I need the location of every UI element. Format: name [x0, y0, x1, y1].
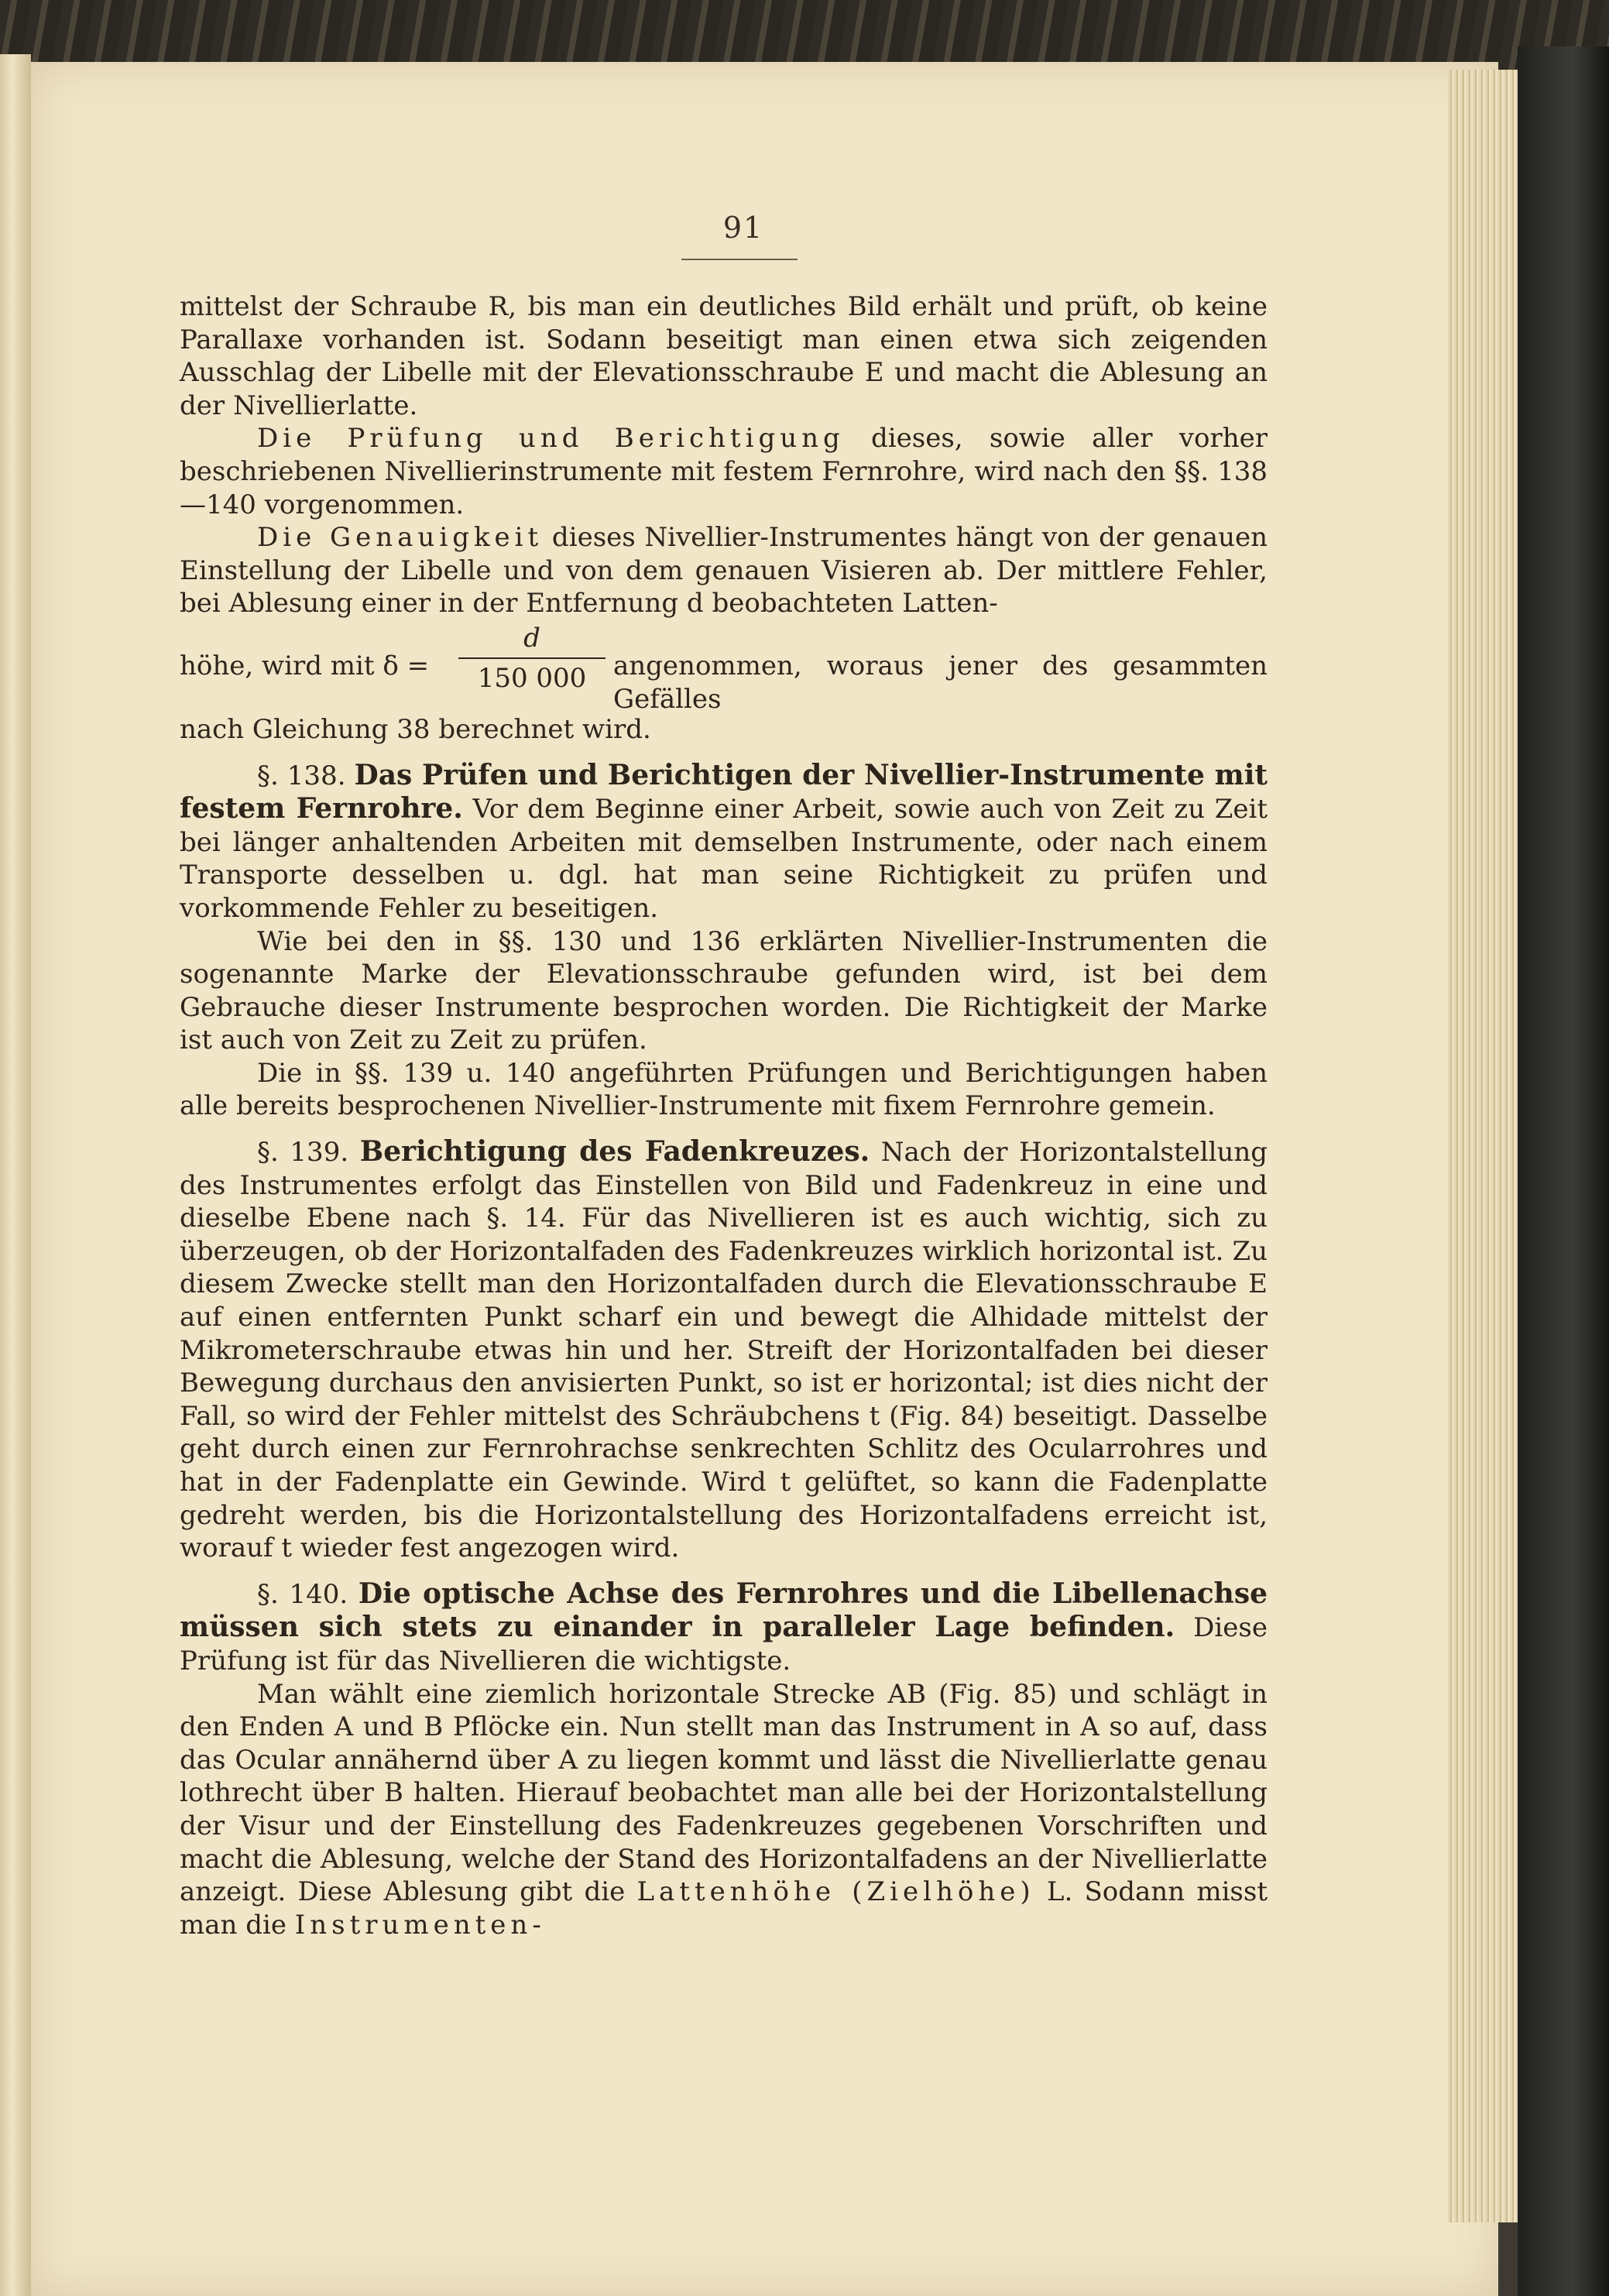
- fraction-bar: [458, 657, 606, 659]
- facing-page-edge: [0, 54, 31, 2296]
- formula-lead: höhe, wird mit δ =: [180, 650, 430, 681]
- paragraph-1: mittelst der Schraube R, bis man ein deutliches Bild erhält und prüft, ob keine Parallaxe vorhanden ist. Sodann beseitigt man einen etwa sich zeigenden Ausschlag der Libelle mit der Elevationsschraube E und macht die Ablesung an der Nivellierlatte.: [180, 291, 1268, 421]
- section-138-paragraph-2: Wie bei den in §§. 130 und 136 erklärten Nivellier-Instrumenten die sogenannte Marke der Elevationsschraube gefunden wird, ist bei dem Gebrauche dieser Instrumente besprochen worden. Die Richtigkeit der Marke ist auch von Zeit zu Zeit zu prüfen.: [180, 925, 1268, 1056]
- section-140-p2: Man wählt eine ziemlich horizontale Strecke AB (Fig. 85) und schlägt in den Enden A und B Pflöcke ein. Nun stellt man das Instrument in A so auf, dass das Ocular annähernd über A zu liegen kommt und lässt die Nivellierlatte genau lothrecht über B halten. Hierauf beobachtet man alle bei der Horizontalstellung der Visur und der Einstellung des Fadenkreuzes gegebenen Vorschriften und macht die Ablesung, welche der Stand des Horizontalfadens an der Nivellierlatte anzeigt. Diese Ablesung gibt die: [180, 1678, 1268, 1908]
- section-138-title: Das Prüfen und Berichtigen der Nivellier-Instrumente mit festem Fernrohre.: [180, 758, 1268, 825]
- section-139-number: §. 139.: [257, 1137, 349, 1169]
- book-cover: [1518, 46, 1609, 2296]
- text-body: [180, 290, 1268, 1941]
- section-140-p2-spaced-2: Instrumenten-: [294, 1909, 546, 1941]
- paragraph-3-rest: dieses Nivellier-Instrumentes hängt von der genauen Einstellung der Libelle und von dem genauen Visieren ab. Der mittlere Fehler, bei Ablesung einer in der Entfernung d beobachteten Latten-: [180, 522, 1268, 619]
- section-140-title: Die optische Achse des Fernrohres und die Libellenachse müssen sich stets zu einander in paralleler Lage befinden.: [180, 1577, 1268, 1644]
- fraction-numerator: d: [523, 622, 540, 654]
- section-140-number: §. 140.: [257, 1578, 348, 1610]
- page-stack-edge: [1448, 70, 1518, 2222]
- section-140: [180, 1577, 1268, 1678]
- section-140-text: Diese Prüfung ist für das Nivellieren die wichtigste.: [180, 1612, 1268, 1677]
- paragraph-2-spaced: Die Prüfung und Berichtigung: [257, 423, 845, 455]
- paragraph-3-end: nach Gleichung 38 berechnet wird.: [180, 713, 651, 745]
- formula-rest: angenommen, woraus jener des gesammten Gefälles: [613, 650, 1268, 715]
- paragraph-3: [180, 521, 1268, 620]
- formula-fraction: [458, 622, 606, 695]
- section-140-p2-spaced: Lattenhöhe (Zielhöhe): [636, 1876, 1035, 1908]
- paragraph-3-spaced: Die Genauigkeit: [257, 522, 544, 554]
- section-138-number: §. 138.: [257, 760, 346, 791]
- section-138-text: Vor dem Beginne einer Arbeit, sowie auch von Zeit zu Zeit bei länger anhaltenden Arbeiten mit demselben Instrumente, oder nach einem Transporte desselben u. dgl. hat man seine Richtigkeit zu prüfen und vorkommende Fehler zu beseitigen.: [180, 794, 1268, 924]
- section-138-paragraph-3: Die in §§. 139 u. 140 angeführten Prüfungen und Berichtigungen haben alle bereits besprochenen Nivellier-Instrumente mit fixem Fernrohre gemein.: [180, 1057, 1268, 1122]
- section-138: [180, 759, 1268, 925]
- section-139: [180, 1135, 1268, 1565]
- section-140-paragraph-2: [180, 1678, 1268, 1942]
- paragraph-2: [180, 422, 1268, 521]
- section-140-p2-tail: L. Sodann misst man die: [180, 1876, 1268, 1941]
- formula-line: [180, 622, 1268, 713]
- page-number-rule: [681, 259, 798, 260]
- section-139-text: Nach der Horizontalstellung des Instrumentes erfolgt das Einstellen von Bild und Fadenkreuz in eine und dieselbe Ebene nach §. 14. Für das Nivellieren ist es auch wichtig, sich zu überzeugen, ob der Horizontalfaden des Fadenkreuzes wirklich horizontal ist. Zu diesem Zwecke stellt man den Horizontalfaden durch die Elevationsschraube E auf einen entfernten Punkt scharf ein und bewegt die Alhidade mittelst der Mikrometerschraube etwas hin und her. Streift der Horizontalfaden bei dieser Bewegung durchaus den anvisierten Punkt, so ist er horizontal; ist dies nicht der Fall, so wird der Fehler mittelst des Schräubchens t (Fig. 84) beseitigt. Dasselbe geht durch einen zur Fernrohrachse senkrechten Schlitz des Ocularrohres und hat in der Fadenplatte ein Gewinde. Wird t gelüftet, so kann die Fadenplatte gedreht werden, bis die Horizontalstellung des Horizontalfadens erreicht ist, worauf t wieder fest angezogen wird.: [180, 1137, 1268, 1564]
- section-139-title: Berichtigung des Fadenkreuzes.: [359, 1135, 870, 1169]
- page-number: 91: [722, 211, 764, 245]
- fraction-denominator: 150 000: [477, 662, 587, 694]
- paragraph-2-rest: dieses, sowie aller vorher beschriebenen Nivellierinstrumente mit festem Fernrohre, wird nach den §§. 138—140 vorgenommen.: [180, 423, 1268, 520]
